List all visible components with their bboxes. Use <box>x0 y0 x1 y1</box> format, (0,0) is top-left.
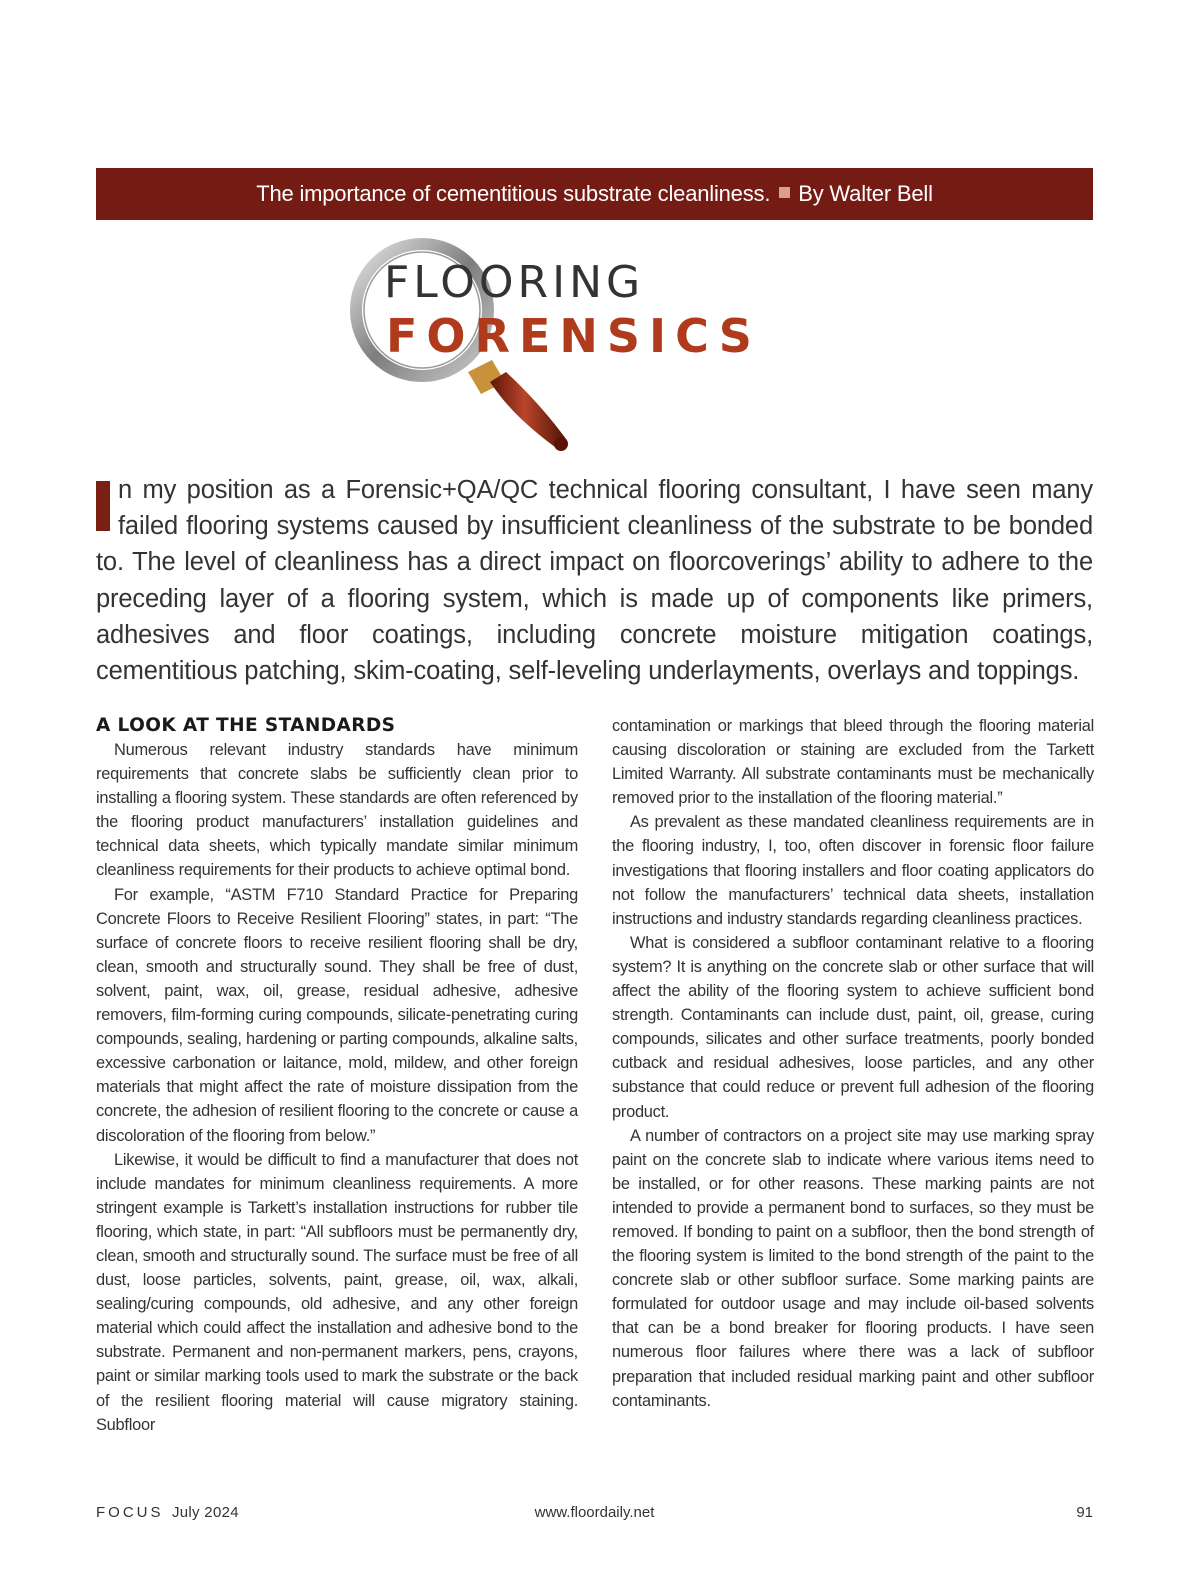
issue-date: July 2024 <box>171 1504 239 1521</box>
body-paragraph: For example, “ASTM F710 Standard Practice for Preparing Concrete Floors to Receive Resilient Flooring” states, in part: “The surface of concrete floors to receive resilient flooring shall be dry, clean, smooth and structurally sound. They shall be free of dust, solvent, paint, wax, oil, grease, residual adhesive, adhesive removers, film-forming curing compounds, silicate-penetrating curing compounds, sealing, hardening or parting compounds, alkaline salts, excessive carbonation or laitance, mold, mildew, and other foreign materials that might affect the rate of moisture dissipation from the concrete, the adhesion of resilient flooring to the concrete or cause a discoloration of the flooring from below.” <box>96 885 578 1145</box>
page-number: 91 <box>1076 1504 1093 1521</box>
body-paragraph: As prevalent as these mandated cleanliness requirements are in the flooring industry, I, too, often discover in forensic floor failure investigations that flooring installers and floor coating applicators do not follow the manufacturers’ technical data sheets, installation instructions and industry standards regarding cleanliness practices. <box>612 813 1094 928</box>
flooring-forensics-logo <box>340 232 810 467</box>
intro-text: n my position as a Forensic+QA/QC technical flooring consultant, I have seen many failed flooring systems caused by insufficient cleanliness of the substrate to be bonded to. The level of cleanliness has a direct impact on floorcoverings’ ability to adhere to the preceding layer of a flooring system, which is made up of components like primers, adhesives and floor coatings, including concrete moisture mitigation coatings, cementitious patching, skim-coating, self-leveling underlayments, overlays and toppings. <box>96 476 1093 686</box>
article-deck-banner <box>96 168 1093 220</box>
intro-paragraph <box>96 472 1093 689</box>
section-heading: A LOOK AT THE STANDARDS <box>96 715 396 736</box>
bullet-square-icon <box>779 187 790 198</box>
magnifier-handle-icon <box>468 360 568 451</box>
body-paragraph: What is considered a subfloor contaminant relative to a flooring system? It is anything on the concrete slab or other surface that will affect the ability of the flooring system to achieve sufficient bond strength. Contaminants can include dust, paint, oil, grease, curing compounds, silicates and other surface treatments, poorly bonded cutback and residual adhesives, loose particles, and any other substance that could reduce or prevent full adhesion of the flooring product. <box>612 933 1094 1121</box>
byline: By Walter Bell <box>798 181 933 206</box>
article-column-right <box>612 714 1094 1413</box>
footer-website: www.floordaily.net <box>534 1504 655 1521</box>
body-paragraph: contamination or markings that bleed through the flooring material causing discoloration or staining are excluded from the Tarkett Limited Warranty. All substrate contaminants must be mechanically removed prior to the installation of the flooring material.” <box>612 717 1094 808</box>
body-paragraph: A number of contractors on a project site may use marking spray paint on the concrete slab to indicate where various items need to be installed, or for other reasons. These marking paints are not intended to provide a permanent bond to surfaces, so they must be removed. If bonding to paint on a subfloor, then the bond strength of the flooring system is limited to the bond strength of the paint to the concrete slab or other subfloor surface. Some marking paints are formulated for outdoor usage and may include oil-based solvents that can be a bond breaker for flooring products. I have seen numerous floor failures where there was a lack of subfloor preparation that included residual marking paint and other subfloor contaminants. <box>612 1126 1094 1410</box>
body-paragraph: Numerous relevant industry standards have minimum requirements that concrete slabs be sufficiently clean prior to installing a flooring system. These standards are often referenced by the flooring product manufacturers’ installation guidelines and technical data sheets, which typically mandate similar minimum cleanliness requirements for their products to achieve optimal bond. <box>96 741 578 880</box>
body-paragraph: Likewise, it would be difficult to find a manufacturer that does not include mandates for minimum cleanliness requirements. A more stringent example is Tarkett’s installation instructions for rubber tile flooring, which state, in part: “All subfloors must be permanently dry, clean, smooth and structurally sound. The surface must be free of all dust, loose particles, solvents, paint, grease, oil, wax, alkali, sealing/curing compounds, old adhesive, and any other foreign material which could affect the installation and adhesive bond to the substrate. Permanent and non-permanent markers, pens, crayons, paint or similar marking tools used to mark the substrate or the back of the resilient flooring material will cause migratory staining. Subfloor <box>96 1150 578 1434</box>
publication-name: FOCUS <box>96 1504 164 1521</box>
logo-line-2: FORENSICS <box>386 309 761 363</box>
article-column-left <box>96 714 578 1437</box>
drop-cap-mark <box>96 481 110 531</box>
logo-line-1: FLOORING <box>384 257 645 308</box>
page-footer <box>96 1504 1093 1524</box>
deck-text: The importance of cementitious substrate cleanliness. <box>256 181 771 206</box>
